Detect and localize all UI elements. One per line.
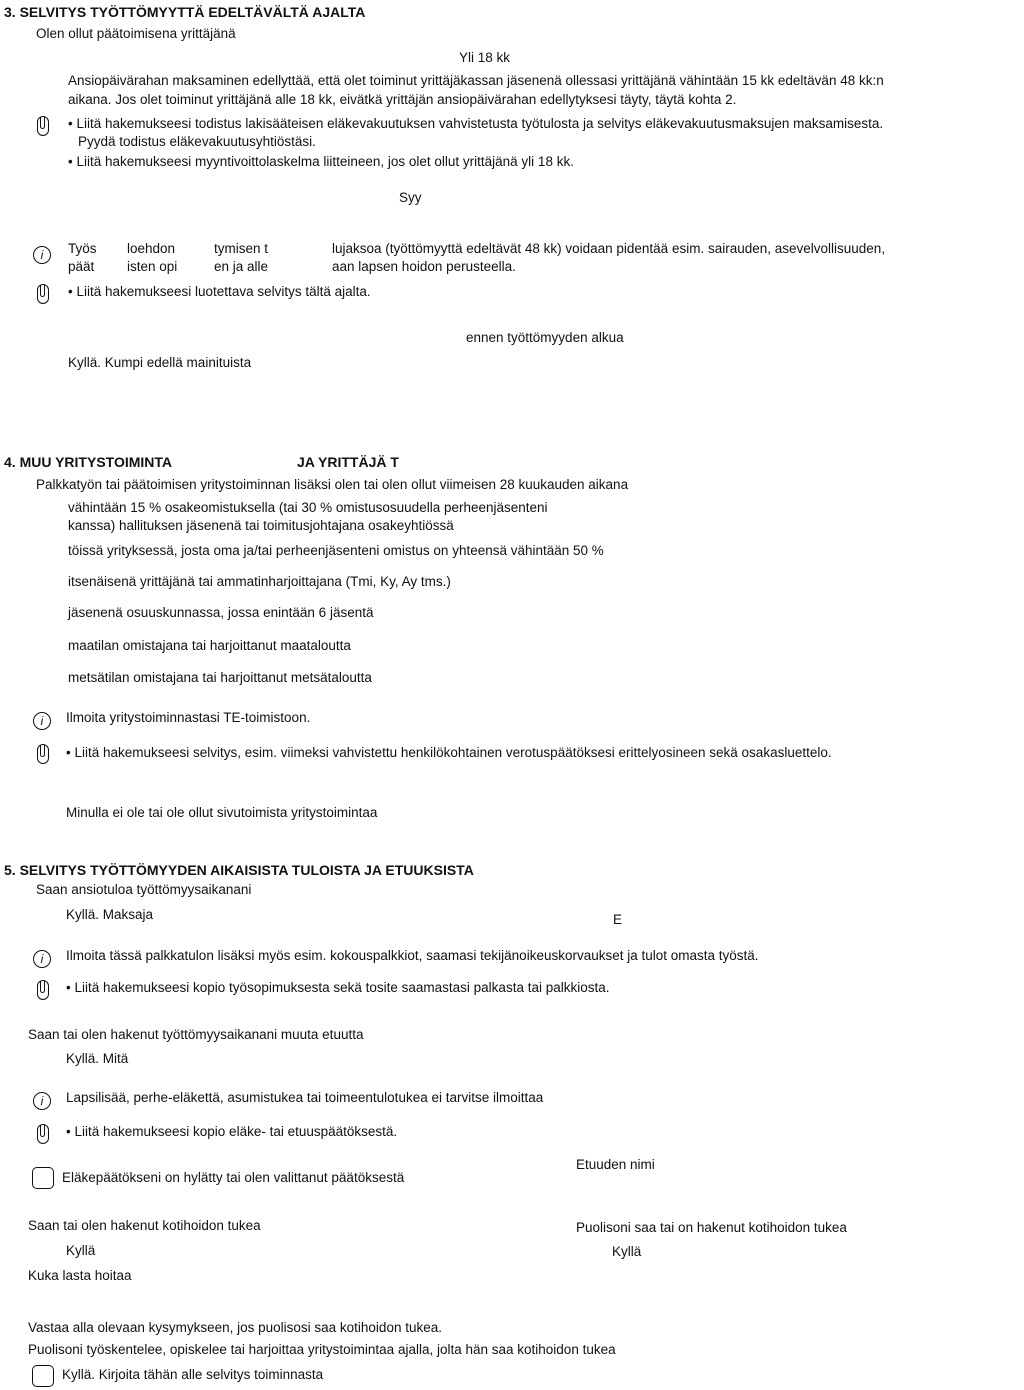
s5-benefit-name-label: Etuuden nimi xyxy=(576,1157,655,1172)
s5-info2: Lapsilisää, perhe-eläkettä, asumistukea tai toimeentulotukea ei tarvitse ilmoittaa xyxy=(66,1090,544,1105)
s4-info: Ilmoita yritystoiminnastasi TE-toimistoon. xyxy=(66,710,311,725)
info-icon: i xyxy=(33,712,51,730)
s4-option-board-member-line-2[interactable]: kanssa) hallituksen jäsenenä tai toimitusjohtajana osakeyhtiössä xyxy=(68,518,454,533)
info-icon: i xyxy=(33,246,51,264)
s3-info2-fragment-a2: päät xyxy=(68,259,95,274)
s3-info2-fragment-d2: aan lapsen hoidon perusteella. xyxy=(332,259,516,274)
attachment-icon xyxy=(37,116,49,136)
s4-attachment: • Liitä hakemukseesi selvitys, esim. viimeksi vahvistettu henkilökohtainen verotuspäätöksesi erittelyosineen sekä osakasluettelo. xyxy=(66,745,832,760)
s5-spouse-yes-label: Kyllä. Kirjoita tähän alle selvitys toiminnasta xyxy=(62,1367,324,1382)
s4-intro: Palkkatyön tai päätoimisen yritystoiminnan lisäksi olen tai olen ollut viimeisen 28 kuukauden aikana xyxy=(36,477,629,492)
s3-option-over-18[interactable]: Yli 18 kk xyxy=(459,50,511,65)
s5-q-home-care: Saan tai olen hakenut kotihoidon tukea xyxy=(28,1218,261,1233)
attachment-icon xyxy=(37,284,49,304)
s3-attachment2: • Liitä hakemukseesi luotettava selvitys tältä ajalta. xyxy=(68,284,371,299)
s5-q1-yes-payer[interactable]: Kyllä. Maksaja xyxy=(66,907,154,922)
s5-q2-yes-what[interactable]: Kyllä. Mitä xyxy=(66,1051,129,1066)
s4-option-self-employed[interactable]: itsenäisenä yrittäjänä tai ammatinharjoittajana (Tmi, Ky, Ay tms.) xyxy=(68,574,451,589)
s3-info2-fragment-c2: en ja alle xyxy=(214,259,269,274)
s3-question: Olen ollut päätoimisena yrittäjänä xyxy=(36,26,236,41)
s5-who-cares-label: Kuka lasta hoitaa xyxy=(28,1268,132,1283)
s3-info-line-2: aikana. Jos olet toiminut yrittäjänä alle 18 kk, eivätkä yrittäjän ansiopäivärahan edellytyksesi täyty, täytä kohta 2. xyxy=(68,92,737,107)
s4-option-family-company[interactable]: töissä yrityksessä, josta oma ja/tai perheenjäsenteni omistus on yhteensä vähintään 50 % xyxy=(68,543,604,558)
section4-title-part-a: 4. MUU YRITYSTOIMINTA xyxy=(4,454,173,470)
s5-q-spouse-home-care: Puolisoni saa tai on hakenut kotihoidon tukea xyxy=(576,1220,847,1235)
s3-reason-label: Syy xyxy=(399,190,422,205)
s3-before-start-label: ennen työttömyyden alkua xyxy=(466,330,624,345)
info-icon: i xyxy=(33,1092,51,1110)
section4-title-part-b: JA YRITTÄJÄ T xyxy=(297,454,399,470)
s4-option-board-member-line-1[interactable]: vähintään 15 % osakeomistuksella (tai 30 % omistusosuudella perheenjäsenteni xyxy=(68,500,548,515)
s3-info2-fragment-a1: Työs xyxy=(68,241,97,256)
section5-title: 5. SELVITYS TYÖTTÖMYYDEN AIKAISISTA TULOISTA JA ETUUKSISTA xyxy=(4,862,474,878)
s3-attachment-line-1: • Liitä hakemukseesi todistus lakisääteisen eläkevakuutuksen vahvistetusta työtulosta ja selvitys eläkevakuutusmaksujen maksamisesta. xyxy=(68,116,884,131)
s3-attachment-line-3: • Liitä hakemukseesi myyntivoittolaskelma liitteineen, jos olet ollut yrittäjänä yli 18 kk. xyxy=(68,154,574,169)
s5-q4-yes[interactable]: Kyllä xyxy=(612,1244,642,1259)
s5-attachment1: • Liitä hakemukseesi kopio työsopimuksesta sekä tosite saamastasi palkasta tai palkkiosta. xyxy=(66,980,610,995)
info-icon: i xyxy=(33,950,51,968)
s3-info2-fragment-b1: loehdon xyxy=(127,241,176,256)
s5-answer-below-note: Vastaa alla olevaan kysymykseen, jos puolisosi saa kotihoidon tukea. xyxy=(28,1320,442,1335)
spouse-yes-checkbox[interactable] xyxy=(32,1365,54,1387)
pension-rejected-checkbox[interactable] xyxy=(32,1167,54,1189)
attachment-icon xyxy=(37,1124,49,1144)
section3-title: 3. SELVITYS TYÖTTÖMYYTTÄ EDELTÄVÄLTÄ AJALTA xyxy=(4,4,366,20)
s4-option-farm[interactable]: maatilan omistajana tai harjoittanut maataloutta xyxy=(68,638,351,653)
s3-yes-which-option[interactable]: Kyllä. Kumpi edellä mainituista xyxy=(68,355,252,370)
s4-option-cooperative[interactable]: jäsenenä osuuskunnassa, jossa enintään 6 jäsentä xyxy=(68,605,374,620)
s3-info-line-1: Ansiopäivärahan maksaminen edellyttää, että olet toiminut yrittäjäkassan jäsenenä ollessasi yrittäjänä vähintään 15 kk edeltävän 48 kk:n xyxy=(68,73,884,88)
s5-pension-rejected-label: Eläkepäätökseni on hylätty tai olen valittanut päätöksestä xyxy=(62,1170,405,1185)
s4-no-side-business-option[interactable]: Minulla ei ole tai ole ollut sivutoimista yritystoimintaa xyxy=(66,805,378,820)
s3-attachment-line-2: Pyydä todistus eläkevakuutusyhtiöstäsi. xyxy=(78,134,316,149)
attachment-icon xyxy=(37,744,49,764)
s5-attachment2: • Liitä hakemukseesi kopio eläke- tai etuuspäätöksestä. xyxy=(66,1124,398,1139)
s3-info2-fragment-b2: isten opi xyxy=(127,259,178,274)
s5-q1-e-label: E xyxy=(613,912,623,927)
s5-q3-yes[interactable]: Kyllä xyxy=(66,1243,96,1258)
s5-spouse-question: Puolisoni työskentelee, opiskelee tai harjoittaa yritystoimintaa ajalla, jolta hän saa kotihoidon tukea xyxy=(28,1342,616,1357)
s5-info1: Ilmoita tässä palkkatulon lisäksi myös esim. kokouspalkkiot, saamasi tekijänoikeuskorvaukset ja tulot omasta työstä. xyxy=(66,948,759,963)
s5-q-other-benefit: Saan tai olen hakenut työttömyysaikanani muuta etuutta xyxy=(28,1027,364,1042)
s3-info2-fragment-d1: lujaksoa (työttömyyttä edeltävät 48 kk) voidaan pidentää esim. sairauden, asevelvollisuuden, xyxy=(332,241,886,256)
s3-info2-fragment-c1: tymisen t xyxy=(214,241,269,256)
s5-q-earned-income: Saan ansiotuloa työttömyysaikanani xyxy=(36,882,252,897)
s4-option-forest[interactable]: metsätilan omistajana tai harjoittanut metsätaloutta xyxy=(68,670,372,685)
attachment-icon xyxy=(37,980,49,1000)
